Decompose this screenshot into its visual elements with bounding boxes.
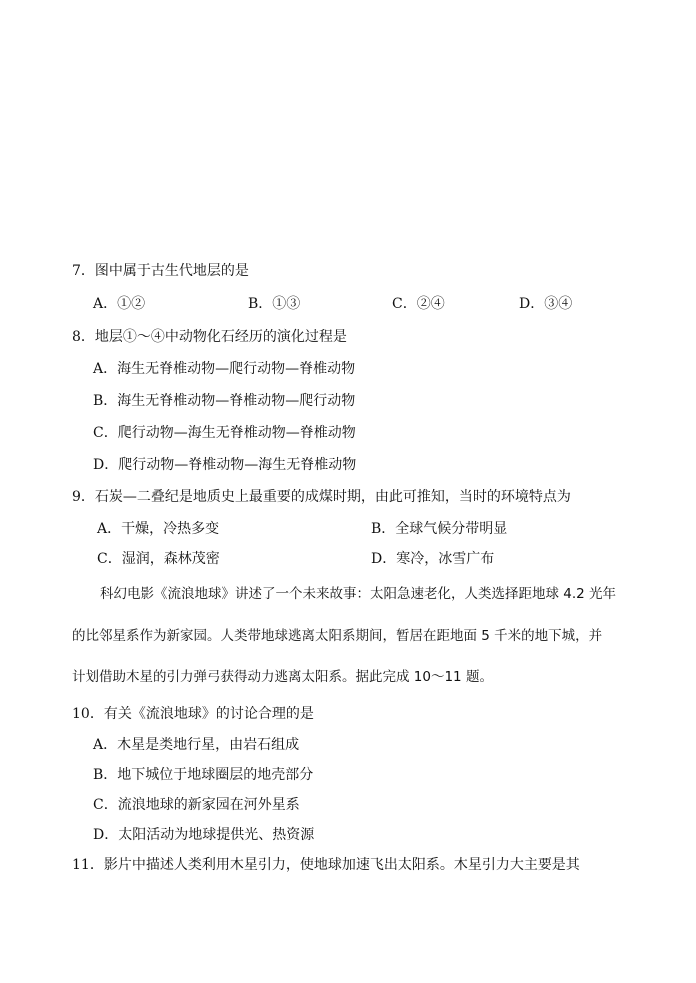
question-9-option-a: A．干燥，冷热多变: [97, 521, 220, 537]
passage-line-3: 计划借助木星的引力弹弓获得动力逃离太阳系。据此完成 10～11 题。: [72, 669, 493, 685]
question-8-option-c: C．爬行动物—海生无脊椎动物—脊椎动物: [93, 425, 356, 441]
question-7-option-c: C．②④: [392, 296, 445, 312]
question-7-option-a: A．①②: [93, 296, 146, 312]
question-8-option-d: D．爬行动物—脊椎动物—海生无脊椎动物: [93, 457, 357, 473]
question-7-stem: 7．图中属于古生代地层的是: [72, 263, 249, 279]
question-8-option-a: A．海生无脊椎动物—爬行动物—脊椎动物: [93, 361, 356, 377]
question-10-option-a: A．木星是类地行星，由岩石组成: [93, 737, 300, 753]
passage-line-2: 的比邻星系作为新家园。人类带地球逃离太阳系期间，暂居在距地面 5 千米的地下城，并: [72, 628, 603, 644]
question-7-option-b: B．①③: [248, 296, 301, 312]
passage-line-1: 科幻电影《流浪地球》讲述了一个未来故事：太阳急速老化，人类选择距地球 4.2 光年: [100, 586, 617, 602]
question-11-stem: 11．影片中描述人类利用木星引力，使地球加速飞出太阳系。木星引力大主要是其: [72, 857, 580, 873]
question-10-stem: 10．有关《流浪地球》的讨论合理的是: [72, 706, 314, 722]
question-10-option-b: B．地下城位于地球圈层的地壳部分: [93, 767, 314, 783]
question-8-option-b: B．海生无脊椎动物—脊椎动物—爬行动物: [93, 393, 356, 409]
question-9-option-c: C．湿润，森林茂密: [97, 551, 220, 567]
question-9-option-b: B．全球气候分带明显: [371, 521, 508, 537]
question-10-option-d: D．太阳活动为地球提供光、热资源: [93, 827, 315, 843]
question-10-option-c: C．流浪地球的新家园在河外星系: [93, 797, 300, 813]
question-9-option-d: D．寒冷，冰雪广布: [371, 551, 495, 567]
question-7-option-d: D．③④: [519, 296, 573, 312]
question-9-stem: 9．石炭—二叠纪是地质史上最重要的成煤时期，由此可推知，当时的环境特点为: [72, 489, 571, 505]
question-8-stem: 8．地层①～④中动物化石经历的演化过程是: [72, 329, 347, 345]
